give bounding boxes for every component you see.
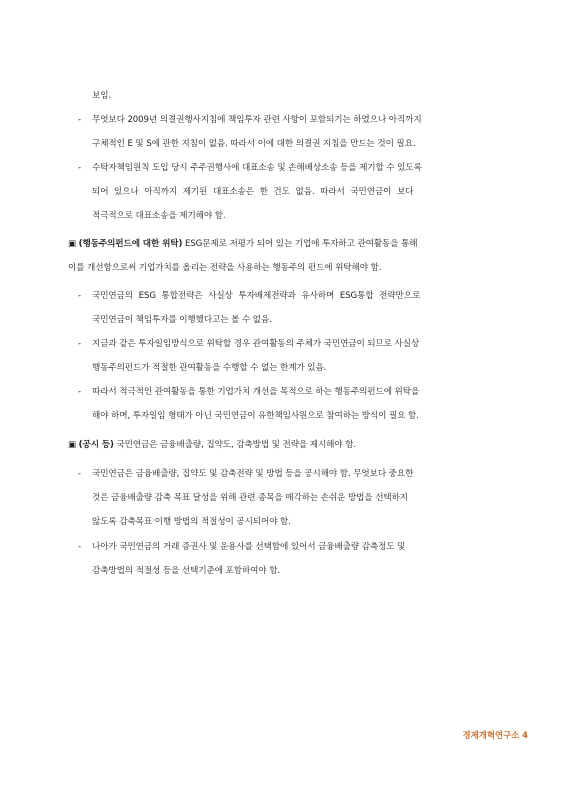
- section-marker: ▣: [68, 440, 77, 450]
- bullet-5-line-1: 따라서 적극적인 관여활동을 통한 기업가치 개선을 목적으로 하는 행동주의펀드에 위탁을: [92, 387, 420, 397]
- bullet-6-line-2: 것은 금융배출량 감축 목표 달성을 위해 관련 종목을 매각하는 손쉬운 방법을 선택하지: [92, 493, 409, 503]
- section-1-line-2: 이를 개선함으로써 기업가치를 올리는 전략을 사용하는 행동주의 펀드에 위탁해야 함.: [68, 263, 382, 273]
- section-heading-disclosure: [68, 439, 356, 451]
- continuation-text: 보임.: [92, 91, 112, 101]
- section-text: 국민연금은 금융배출량, 집약도, 감축방법 및 전략을 제시해야 함.: [116, 440, 357, 450]
- bullet-4-line-2: 행동주의펀드가 적절한 관여활동을 수행할 수 없는 한계가 있음.: [92, 363, 327, 373]
- section-title: (공시 등): [78, 440, 114, 450]
- bullet-2-line-2: 되어 있으나 아직까지 제기된 대표소송은 한 건도 없음. 따라서 국민연금이 보다: [92, 187, 414, 197]
- page-footer: 경제개혁연구소 4: [462, 730, 528, 740]
- bullet-3-line-1: 국민연금의 ESG 통합전략은 사실상 투자배제전략과 유사하며 ESG통합 전략만으로: [92, 291, 421, 301]
- section-text: ESG문제로 저평가 되어 있는 기업에 투자하고 관여활동을 통해: [184, 239, 418, 249]
- section-heading-activist-fund: [68, 238, 418, 250]
- bullet-dash: -: [78, 339, 82, 349]
- bullet-4-line-1: 지금과 같은 투자일임방식으로 위탁할 경우 관여활동의 주체가 국민연금이 되므로 사실상: [92, 339, 420, 349]
- bullet-dash: -: [78, 291, 82, 301]
- bullet-7-line-2: 감축방법의 적절성 등을 선택기준에 포함하여야 함.: [92, 566, 281, 576]
- bullet-6-line-3: 않도록 감축목표 이행 방법의 적절성이 공시되어야 함.: [92, 517, 291, 527]
- bullet-1-line-2: 구체적인 E 및 S에 관한 지침이 없음. 따라서 이에 대한 의결권 지침을 만드는 것이 필요.: [92, 139, 416, 149]
- section-title: (행동주의펀드에 대한 위탁): [78, 239, 183, 249]
- bullet-7-line-1: 나아가 국민연금의 거래 증권사 및 운용사를 선택함에 있어서 금융배출량 감축정도 및: [92, 542, 406, 552]
- bullet-dash: -: [78, 469, 82, 479]
- bullet-2-line-1: 수탁자책임원칙 도입 당시 주주권행사에 대표소송 및 손해배상소송 등을 제기할 수 있도록: [92, 163, 422, 173]
- bullet-2-line-3: 적극적으로 대표소송을 제기해야 함.: [92, 211, 226, 221]
- bullet-dash: -: [78, 387, 82, 397]
- bullet-dash: -: [78, 542, 82, 552]
- bullet-6-line-1: 국민연금은 금융배출량, 집약도 및 감축전략 및 방법 등을 공시해야 함. 무엇보다 중요한: [92, 469, 414, 479]
- bullet-dash: -: [78, 163, 82, 173]
- section-marker: ▣: [68, 239, 77, 249]
- bullet-5-line-2: 해야 하며, 투자일임 형태가 아닌 국민연금이 유한책임사원으로 참여하는 방식이 필요 함.: [92, 411, 419, 421]
- bullet-1-line-1: 무엇보다 2009년 의결권행사지침에 책임투자 관련 사항이 포함되기는 하였으나 아직까지: [92, 115, 422, 125]
- bullet-dash: -: [78, 115, 82, 125]
- bullet-3-line-2: 국민연금이 책임투자를 이행했다고는 볼 수 없음.: [92, 315, 272, 325]
